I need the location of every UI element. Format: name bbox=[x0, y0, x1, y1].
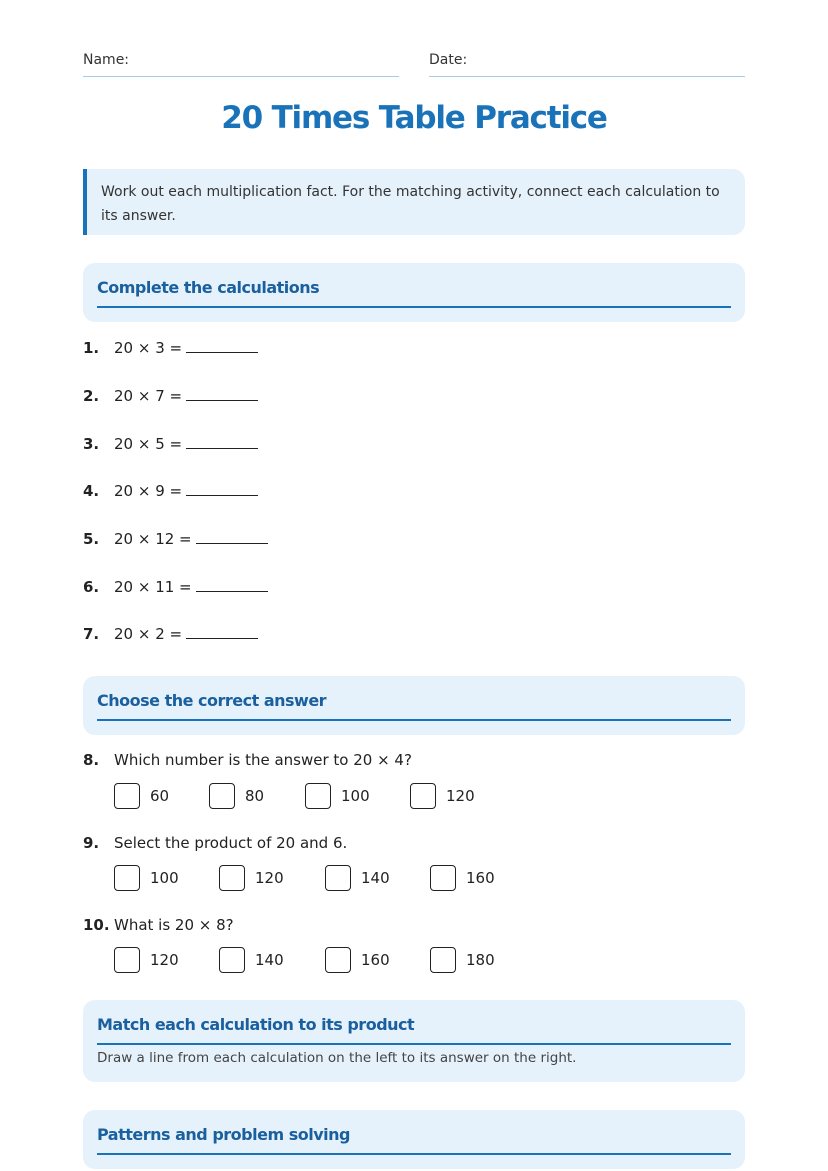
checkbox[interactable] bbox=[325, 947, 351, 973]
answer-blank[interactable] bbox=[186, 482, 258, 496]
header-fields bbox=[83, 52, 745, 77]
answer-blank[interactable] bbox=[196, 578, 268, 592]
calc-text: 20 × 3 = bbox=[114, 339, 183, 357]
checkbox[interactable] bbox=[209, 783, 235, 809]
item-number: 9. bbox=[83, 834, 100, 852]
page-title: 20 Times Table Practice bbox=[221, 100, 607, 136]
section-patterns bbox=[83, 1110, 745, 1169]
option-label: 120 bbox=[255, 869, 284, 887]
checkbox[interactable] bbox=[219, 865, 245, 891]
item-number: 8. bbox=[83, 751, 100, 769]
name-label: Name: bbox=[83, 52, 130, 68]
option-label: 160 bbox=[361, 951, 390, 969]
option-label: 100 bbox=[341, 787, 370, 805]
answer-blank[interactable] bbox=[196, 530, 268, 544]
calc-text: 20 × 11 = bbox=[114, 578, 192, 596]
section-match bbox=[83, 1000, 745, 1082]
answer-blank[interactable] bbox=[186, 435, 258, 449]
checkbox[interactable] bbox=[430, 947, 456, 973]
question-text: Which number is the answer to 20 × 4? bbox=[114, 751, 412, 769]
calc-item bbox=[83, 528, 268, 550]
item-number: 4. bbox=[83, 482, 100, 500]
question-text: What is 20 × 8? bbox=[114, 916, 234, 934]
calc-text: 20 × 12 = bbox=[114, 530, 192, 548]
checkbox[interactable] bbox=[305, 783, 331, 809]
calc-item bbox=[83, 480, 258, 502]
question-text: Select the product of 20 and 6. bbox=[114, 834, 348, 852]
option-label: 60 bbox=[150, 787, 170, 805]
answer-blank[interactable] bbox=[186, 625, 258, 639]
date-field[interactable] bbox=[429, 52, 745, 77]
answer-blank[interactable] bbox=[186, 339, 258, 353]
section-choose-answer bbox=[83, 676, 745, 735]
item-number: 7. bbox=[83, 625, 100, 643]
option-label: 140 bbox=[361, 869, 390, 887]
option-label: 80 bbox=[245, 787, 265, 805]
checkbox[interactable] bbox=[430, 865, 456, 891]
calc-text: 20 × 7 = bbox=[114, 387, 183, 405]
section-subtitle: Draw a line from each calculation on the left to its answer on the right. bbox=[97, 1050, 577, 1066]
item-number: 3. bbox=[83, 435, 100, 453]
item-number: 6. bbox=[83, 578, 100, 596]
checkbox[interactable] bbox=[114, 783, 140, 809]
section-complete-calculations bbox=[83, 263, 745, 322]
name-field[interactable] bbox=[83, 52, 399, 77]
section-title: Complete the calculations bbox=[97, 278, 731, 308]
option-label: 120 bbox=[446, 787, 475, 805]
section-title: Patterns and problem solving bbox=[97, 1125, 731, 1155]
calc-text: 20 × 9 = bbox=[114, 482, 183, 500]
calc-item bbox=[83, 385, 258, 407]
option-label: 180 bbox=[466, 951, 495, 969]
question-item bbox=[83, 914, 234, 936]
checkbox[interactable] bbox=[219, 947, 245, 973]
calc-item bbox=[83, 576, 268, 598]
option-label: 120 bbox=[150, 951, 179, 969]
instructions-box: Work out each multiplication fact. For the matching activity, connect each calculation to its answer. bbox=[83, 169, 745, 235]
question-item bbox=[83, 749, 412, 771]
answer-blank[interactable] bbox=[186, 387, 258, 401]
section-title: Match each calculation to its product bbox=[97, 1015, 731, 1045]
calc-text: 20 × 5 = bbox=[114, 435, 183, 453]
section-title: Choose the correct answer bbox=[97, 691, 731, 721]
question-item bbox=[83, 832, 347, 854]
checkbox[interactable] bbox=[325, 865, 351, 891]
item-number: 5. bbox=[83, 530, 100, 548]
calc-item bbox=[83, 433, 258, 455]
calc-item bbox=[83, 623, 258, 645]
item-number: 2. bbox=[83, 387, 100, 405]
checkbox[interactable] bbox=[114, 947, 140, 973]
calc-item bbox=[83, 337, 258, 359]
option-label: 140 bbox=[255, 951, 284, 969]
checkbox[interactable] bbox=[114, 865, 140, 891]
item-number: 10. bbox=[83, 916, 110, 934]
option-label: 160 bbox=[466, 869, 495, 887]
checkbox[interactable] bbox=[410, 783, 436, 809]
calc-text: 20 × 2 = bbox=[114, 625, 183, 643]
option-label: 100 bbox=[150, 869, 179, 887]
date-label: Date: bbox=[429, 52, 468, 68]
item-number: 1. bbox=[83, 339, 100, 357]
